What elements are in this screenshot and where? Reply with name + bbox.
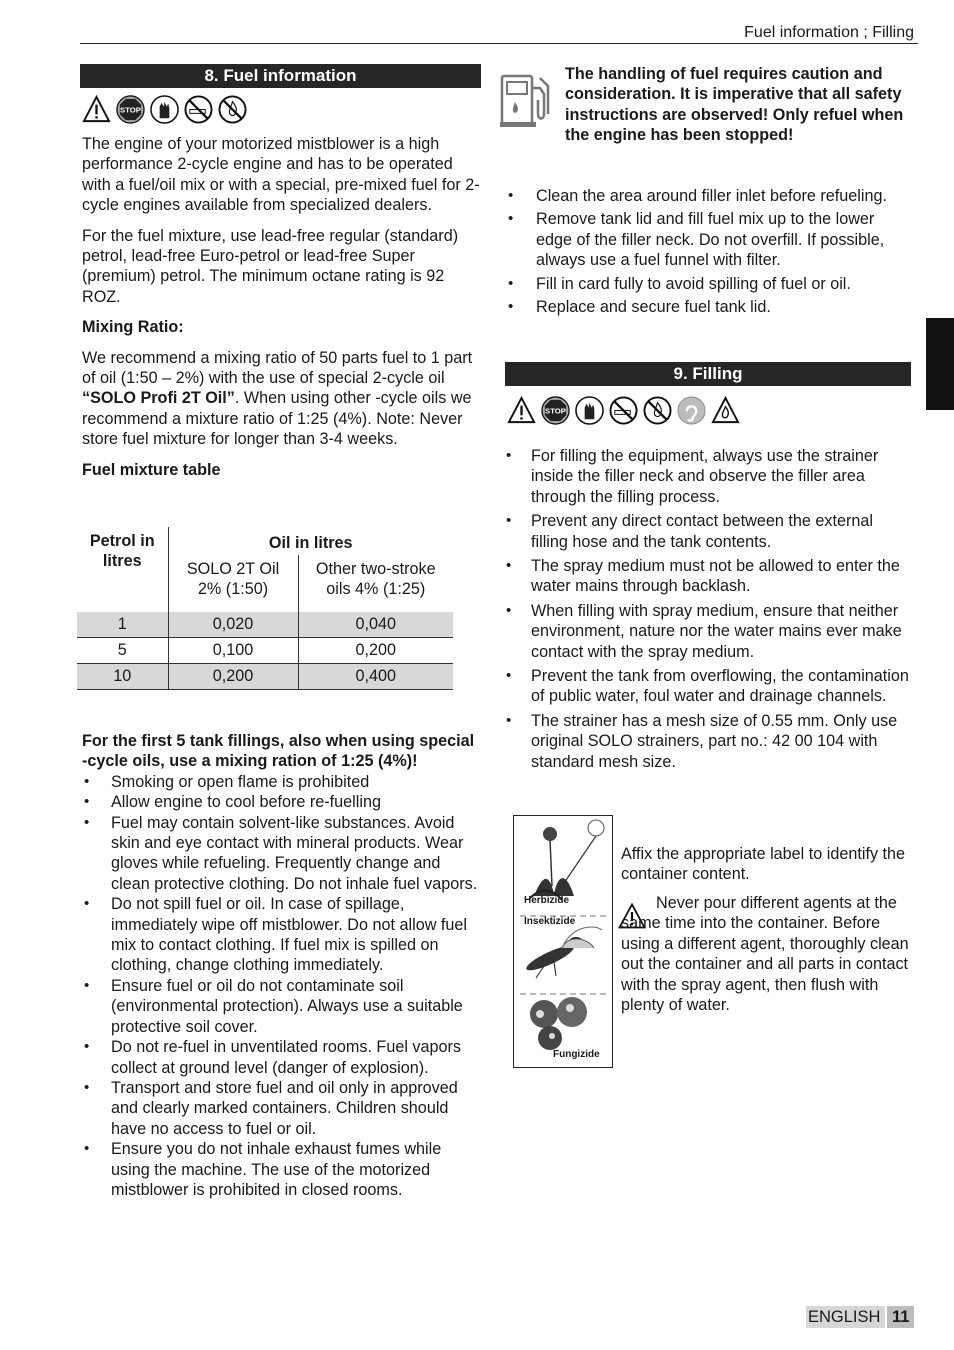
section-8-body (82, 134, 480, 480)
list-item: • The strainer has a mesh size of 0.55 mm. Only use original SOLO strainers, part no.: 42 00 104 with standard mesh size. (505, 711, 910, 772)
list-item: • Allow engine to cool before re-fuelling (82, 792, 480, 812)
list-item: • Prevent any direct contact between the external filling hose and the tank contents. (505, 511, 910, 552)
refuel-instructions (505, 186, 910, 320)
header-rule (80, 43, 918, 44)
mixing-ratio-paragraph (82, 348, 480, 450)
mixing-ratio-heading: Mixing Ratio: (82, 318, 184, 337)
list-item: • Remove tank lid and fill fuel mix up to the lower edge of the filler neck. Do not overfill. If possible, always use a fuel funnel with filter. (505, 209, 910, 270)
mixing-text-product: “SOLO Profi 2T Oil” (82, 389, 235, 408)
cell-other: 0,400 (298, 663, 453, 689)
stop-sign-icon (116, 95, 145, 124)
list-item: • The spray medium must not be allowed to enter the water mains through backlash. (505, 556, 910, 597)
fuel-pump-icon (500, 70, 552, 130)
section-8-safety-notes (82, 731, 480, 1200)
section-8-safety-icons (82, 95, 247, 124)
table-row (77, 663, 453, 689)
mixing-text-part-1: We recommend a mixing ratio of 50 parts fuel to 1 part of oil (1:50 – 2%) with the use of special 2-cycle oil (82, 348, 473, 388)
list-item: • When filling with spray medium, ensure that neither environment, nature nor the water mains ever make contact with the spray medium. (505, 601, 910, 662)
table-row (77, 612, 453, 638)
refuel-list (505, 186, 910, 317)
agent-illustrations (514, 816, 612, 1067)
fuel-mixture-table-wrap (77, 527, 453, 690)
section-9-safety-icons (507, 396, 740, 425)
list-item: • Fuel may contain solvent-like substances. Avoid skin and eye contact with mineral products. Wear gloves while refueling. Frequently change and clean protective clothing. Do not inhale fuel vapors. (82, 813, 480, 895)
list-item: • Clean the area around filler inlet before refueling. (505, 186, 910, 206)
list-item: • Smoking or open flame is prohibited (82, 772, 480, 792)
subheader-solo-oil: SOLO 2T Oil 2% (1:50) (168, 555, 298, 612)
svg-text:STOP: STOP (545, 406, 566, 416)
fungicide-caption: Fungizide (553, 1049, 600, 1060)
gloves-icon (575, 396, 604, 425)
cell-solo: 0,100 (168, 637, 298, 663)
list-item: • Ensure fuel or oil do not contaminate soil (environmental protection). Always use a suitable protective soil cover. (82, 976, 480, 1037)
list-item: • Ensure you do not inhale exhaust fumes while using the machine. The use of the motorized mistblower is prohibited in closed rooms. (82, 1139, 480, 1200)
fuel-caution-text: The handling of fuel requires caution and consideration. It is imperative that all safety instructions are observed! Only refuel when the engine has been stopped! (565, 65, 904, 145)
cell-other: 0,040 (298, 612, 453, 638)
list-item: • Prevent the tank from overflowing, the contamination of public water, foul water and drainage channels. (505, 666, 910, 707)
page-number: 11 (887, 1306, 914, 1328)
no-open-flame-icon (218, 95, 247, 124)
filling-list (505, 446, 910, 772)
mixing-text-part-2: . When using other -cycle oils we recommend a mixture ratio of 1:25 (4%). Note: Never store fuel mixture for longer than 3-4 weeks. (82, 389, 472, 449)
list-item: • Replace and secure fuel tank lid. (505, 297, 910, 317)
fuel-intro-paragraph: The engine of your motorized mistblower is a high performance 2-cycle engine and has to be operated with a fuel/oil mix or with a special, pre-mixed fuel for 2-cycle engines available from specialized dealers. (82, 135, 480, 215)
agent-label-image (513, 815, 613, 1068)
fuel-safety-list (82, 772, 480, 1201)
fire-hazard-icon (711, 396, 740, 425)
petrol-paragraph: For the fuel mixture, use lead-free regular (standard) petrol, lead-free Euro-petrol or lead-free Super (premium) petrol. The minimum octane rating is 92 ROZ. (82, 226, 459, 306)
different-agents-warning: Never pour different agents at the same time into the container. Before using a different agent, thoroughly clean out the container and all parts in contact with the spray agent, then flush with plenty of water. (621, 894, 909, 1015)
warning-triangle-icon (82, 95, 111, 124)
list-item: • Fill in card fully to avoid spilling of fuel or oil. (505, 274, 910, 294)
affix-label-paragraph: Affix the appropriate label to identify the container content. (621, 845, 906, 884)
svg-text:STOP: STOP (120, 105, 141, 115)
cell-solo: 0,200 (168, 663, 298, 689)
col-header-petrol: Petrol in litres (89, 532, 155, 571)
no-smoking-icon (184, 95, 213, 124)
footer-language: ENGLISH (806, 1306, 885, 1328)
subheader-other-oils: Other two-stroke oils 4% (1:25) (298, 555, 453, 612)
list-item: • Do not re-fuel in unventilated rooms. Fuel vapors collect at ground level (danger of explosion). (82, 1037, 480, 1078)
list-item: • Do not spill fuel or oil. In case of spillage, immediately wipe off mistblower. Do not allow fuel mix to contact clothing. If fuel mix is spilled on clothing, change clothing immediately. (82, 894, 480, 976)
no-smoking-icon (609, 396, 638, 425)
cell-petrol: 5 (77, 637, 168, 663)
gloves-icon (150, 95, 179, 124)
warning-triangle-icon (507, 396, 536, 425)
herbicide-caption: Herbizide (524, 895, 570, 906)
section-9-title: 9. Filling (505, 362, 911, 386)
cell-solo: 0,020 (168, 612, 298, 638)
section-8-title: 8. Fuel information (80, 64, 481, 88)
hearing-protection-icon (677, 396, 706, 425)
list-item: • For filling the equipment, always use the strainer inside the filler neck and observe the filler area through the filling process. (505, 446, 910, 507)
section-9-body (505, 446, 910, 776)
no-open-flame-icon (643, 396, 672, 425)
insecticide-caption: Insektizide (524, 916, 576, 927)
running-header: Fuel information ; Filling (744, 24, 914, 41)
list-item: • Transport and store fuel and oil only in approved and clearly marked containers. Children should have no access to fuel or oil. (82, 1078, 480, 1139)
cell-petrol: 10 (77, 663, 168, 689)
cell-other: 0,200 (298, 637, 453, 663)
table-row (77, 637, 453, 663)
first-fillings-note: For the first 5 tank fillings, also when using special -cycle oils, use a mixing ration of 1:25 (4%)! (82, 732, 475, 771)
stop-sign-icon (541, 396, 570, 425)
col-header-oil: Oil in litres (168, 527, 453, 555)
cell-petrol: 1 (77, 612, 168, 638)
language-side-tab (926, 318, 954, 410)
fuel-table-heading: Fuel mixture table (82, 460, 221, 479)
fuel-mixture-table (77, 527, 453, 690)
